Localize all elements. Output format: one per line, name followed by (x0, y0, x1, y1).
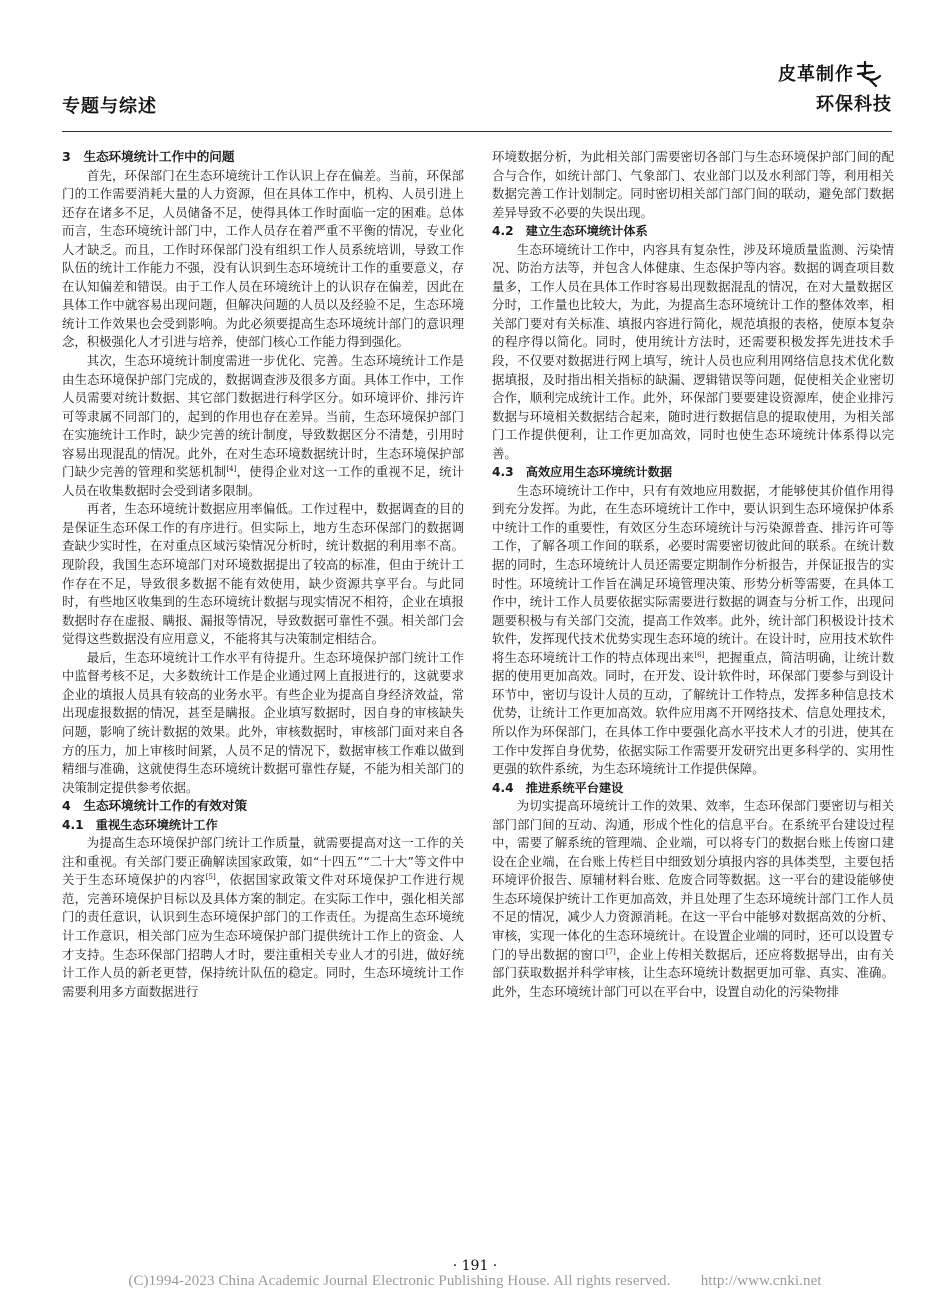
section-4-3-text-a: 生态环境统计工作中，只有有效地应用数据，才能够使其价值作用得到充分发挥。为此，在生态环境统计工作中，要认识到生态环境保护体系中统计工作的重要性，有效区分生态环境统计与污染源普查、排污许可等工作，了解各项工作间的联系，必要时需要密切彼此间的联系。在统计数据的同时，生态环境统计人员还需要定期制作分析报告，并保证报告的实时性。环境统计工作旨在满足环境管理决策、形势分析等需要，在具体工作中，统计工作人员要依据实际需要进行数据的调查与分析工作，出现问题要积极与有关部门交流，提高工作效率。此外，统计部门积极设计技术软件，发挥现代技术优势实现生态环境的统计。在设计时，应用技术软件将生态环境统计工作的特点体现出来 (492, 482, 894, 665)
section-3-paragraph-2-text-b: ，使得企业对这一工作的重视不足，统计人员在收集数据时会受到诸多限制。 (62, 464, 465, 498)
right-column (492, 148, 894, 1001)
section-4-1-text-a: 为提高生态环境保护部门统计工作质量，就需要提高对这一工作的关注和重视。有关部门要正确解读国家政策，如“十四五”“二十大”等文件中关于生态环境保护的内容 (62, 835, 464, 888)
section-4-1-text-b: ，依据国家政策文件对环境保护工作进行规范，完善环境保护目标以及具体方案的制定。在实际工作中，强化相关部门的责任意识，认识到生态环境保护部门的工作责任。为提高生态环境统计工作意识，相关部门应为生态环境保护部门提供统计工作上的资金、人才支持。生态环保部门招聘人才时，要注重相关专业人才的引进，做好统计工作人员的新老更替，保持统计队伍的稳定。同时，生态环境统计工作需要利用多方面数据进行 (62, 872, 465, 999)
section-4-1-heading: 4.1 重视生态环境统计工作 (62, 817, 218, 832)
section-label: 专题与综述 (62, 96, 157, 117)
section-4-heading: 4 生态环境统计工作的有效对策 (62, 798, 248, 814)
section-4-1-paragraph-1-continued: 环境数据分析，为此相关部门需要密切各部门与生态环境保护部门间的配合与合作，如统计部门、气象部门、农业部门以及水利部门等，利用相关数据完善工作计划制定。同时密切相关部门部门间的联动，避免部门数据差异导致不必要的失误出现。 (492, 149, 894, 220)
section-4-1-paragraph-1 (62, 834, 464, 1001)
footer-copyright: (C)1994-2023 China Academic Journal Electronic Publishing House. All rights reserved. http://www.cnki.net (128, 1273, 822, 1289)
section-3-paragraph-1: 首先，环保部门在生态环境统计工作认识上存在偏差。当前，环保部门的工作需要消耗大量的人力资源，但在具体工作中，机构、人员引进上还存在诸多不足，人员储备不足，使得具体工作时面临一定的困难。总体而言，生态环境统计部门中，工作人员存在着严重不平衡的情况，专业化人才缺乏。而且，工作时环保部门没有组织工作人员系统培训，导致工作队伍的统计工作能力不强，没有认识到生态环境统计工作的重要意义，存在认知偏差和错误。由于工作人员在环境统计上的认识存在偏差，因此在具体工作中就容易出现问题，但解决问题的人员以及经验不足，生态环境统计工作效果也会受到影响。为此必须要提高生态环境统计部门的意识理念，积极强化人才引进与培养，使部门核心工作能力得到强化。 (62, 167, 464, 350)
left-column (62, 148, 464, 1001)
section-3-paragraph-2 (62, 352, 464, 500)
journal-title-line1: 皮革制作 (778, 64, 854, 85)
section-4-4-heading: 4.4 推进系统平台建设 (492, 780, 624, 795)
section-4-3-text-b: ，把握重点，简洁明确，让统计数据的使用更加高效。同时，在开发、设计软件时，环保部门要参与到设计环节中，密切与设计人员的互动，了解统计工作特点，发挥多种信息技术优势，让统计工作更加高效。软件应用离不开网络技术、信息处理技术，所以作为环保部门，在具体工作中要强化高水平技术人才的引进，使其在工作中发挥自身优势，依据实际工作需要开发研究出更多科学的、实用性更强的软件系统，为生态环境统计工作提供保障。 (492, 649, 895, 777)
section-3-paragraph-3: 再者，生态环境统计数据应用率偏低。工作过程中，数据调查的目的是保证生态环保工作的有序进行。但实际上，地方生态环保部门的数据调查缺少实时性，在对重点区域污染情况分析时，统计数据的利用率不高。现阶段，我国生态环境部门对环境数据提出了较高的标准，但由于统计工作存在不足，导致很多数据不能有效使用，缺少资源共享平台。与此同时，有些地区收集到的生态环境统计数据与现实情况不相符，企业在填报数据时存在虚报、瞒报、漏报等情况，导致数据可靠性不强。相关部门会觉得这些数据没有应用意义，不能将其与决策制定相结合。 (62, 501, 464, 647)
header-divider (62, 131, 892, 132)
journal-logo (692, 60, 892, 118)
section-3-heading: 3 生态环境统计工作中的问题 (62, 149, 235, 164)
citation-ref: [6] (694, 650, 705, 659)
citation-ref: [7] (605, 947, 616, 956)
section-3-paragraph-2-text-a: 其次，生态环境统计制度需进一步优化、完善。生态环境统计工作是由生态环境保护部门完成的，数据调查涉及很多方面。具体工作中，工作人员需要对统计数据、其它部门数据进行科学区分。如环境评价、排污许可等隶属不同部门的，起到的作用也存在差异。当前，生态环境保护部门在实施统计工作时，缺少完善的统计制度，导致数据区分不清楚，引用时容易出现混乱的情况。此外，在对生态环境数据统计时，生态环境保护部门缺少完善的管理和奖惩机制 (62, 353, 464, 480)
section-4-4-text-a: 为切实提高环境统计工作的效果、效率，生态环保部门要密切与相关部门部门间的互动、沟通，形成个性化的信息平台。在系统平台建设过程中，需要了解系统的管理端、企业端，可以将专门的数据台账上传窗口建设在企业端，在台账上传栏目中细致划分填报内容的具体类型，主要包括环境评价报告、原辅材料台账、危废合同等数据。这一平台的建设能够使生态环境保护统计工作更加高效，并且处理了生态环境统计部门工作人员不足的情况，减少人力资源消耗。在这一平台中能够对数据高效的分析、审核，实现一体化的生态环境统计。在设置企业端的同时，还可以设置专门的导出数据的窗口 (492, 798, 894, 962)
section-4-3-heading: 4.3 高效应用生态环境统计数据 (492, 465, 673, 480)
section-4-2-heading: 4.2 建立生态环境统计体系 (492, 224, 648, 239)
citation-ref: [5] (205, 873, 216, 882)
section-4-4-text-b: ，企业上传相关数据后，还应将数据导出，由有关部门获取数据并科学审核，让生态环境统计数据更加可靠、真实、准确。此外，生态环境统计部门可以在平台中，设置自动化的污染物排 (492, 946, 895, 999)
section-4-2-paragraph-1: 生态环境统计工作中，内容具有复杂性，涉及环境质量监测、污染情况、防治方法等，并包含人体健康、生态保护等内容。数据的调查项目数量多，工作人员在具体工作时容易出现数据混乱的情况，在对大量数据区分时，工作量也比较大，为此，为提高生态环境统计工作的整体效率，相关部门要对有关标准、填报内容进行简化，规范填报的表格，使原本复杂的程序得以简化。同时，使用统计方法时，还需要积极发挥先进技术手段，不仅要对数据进行网上填写，统计人员也应利用网络信息技术优化数据填报，及时指出相关指标的缺漏、逻辑错误等问题，促使相关企业密切合作，顺利完成统计工作。此外，环保部门要要建设资源库，使企业排污数据与环境相关数据结合起来，随时进行数据信息的提取使用，为相关部门工作提供便利，让工作更加高效，同时也使生态环境统计体系得以完善。 (492, 241, 894, 461)
section-4-3-paragraph-1 (492, 482, 894, 779)
journal-logo-mark (854, 60, 884, 88)
section-4-4-paragraph-1 (492, 797, 894, 1001)
section-3-paragraph-4: 最后，生态环境统计工作水平有待提升。生态环境保护部门统计工作中监督考核不足，大多数统计工作是企业通过网上直报进行的，这就要求企业的填报人员具有较高的业务水平。有些企业为提高自身经济效益，常出现虚报数据的情况，甚至是瞒报。企业填写数据时，因自身的审核缺失问题，影响了统计数据的效果。此外，审核数据时，审核部门面对来自各方的压力，加上审核时间紧，人员不足的情况下，数据审核工作难以做到精细与准确，这就使得生态环境统计数据可靠性存疑，不能为相关部门的决策制定提供参考依据。 (62, 649, 464, 795)
journal-title-line2: 环保科技 (816, 94, 892, 115)
citation-ref: [4] (226, 465, 237, 474)
page-number: · 191 · (452, 1258, 498, 1274)
